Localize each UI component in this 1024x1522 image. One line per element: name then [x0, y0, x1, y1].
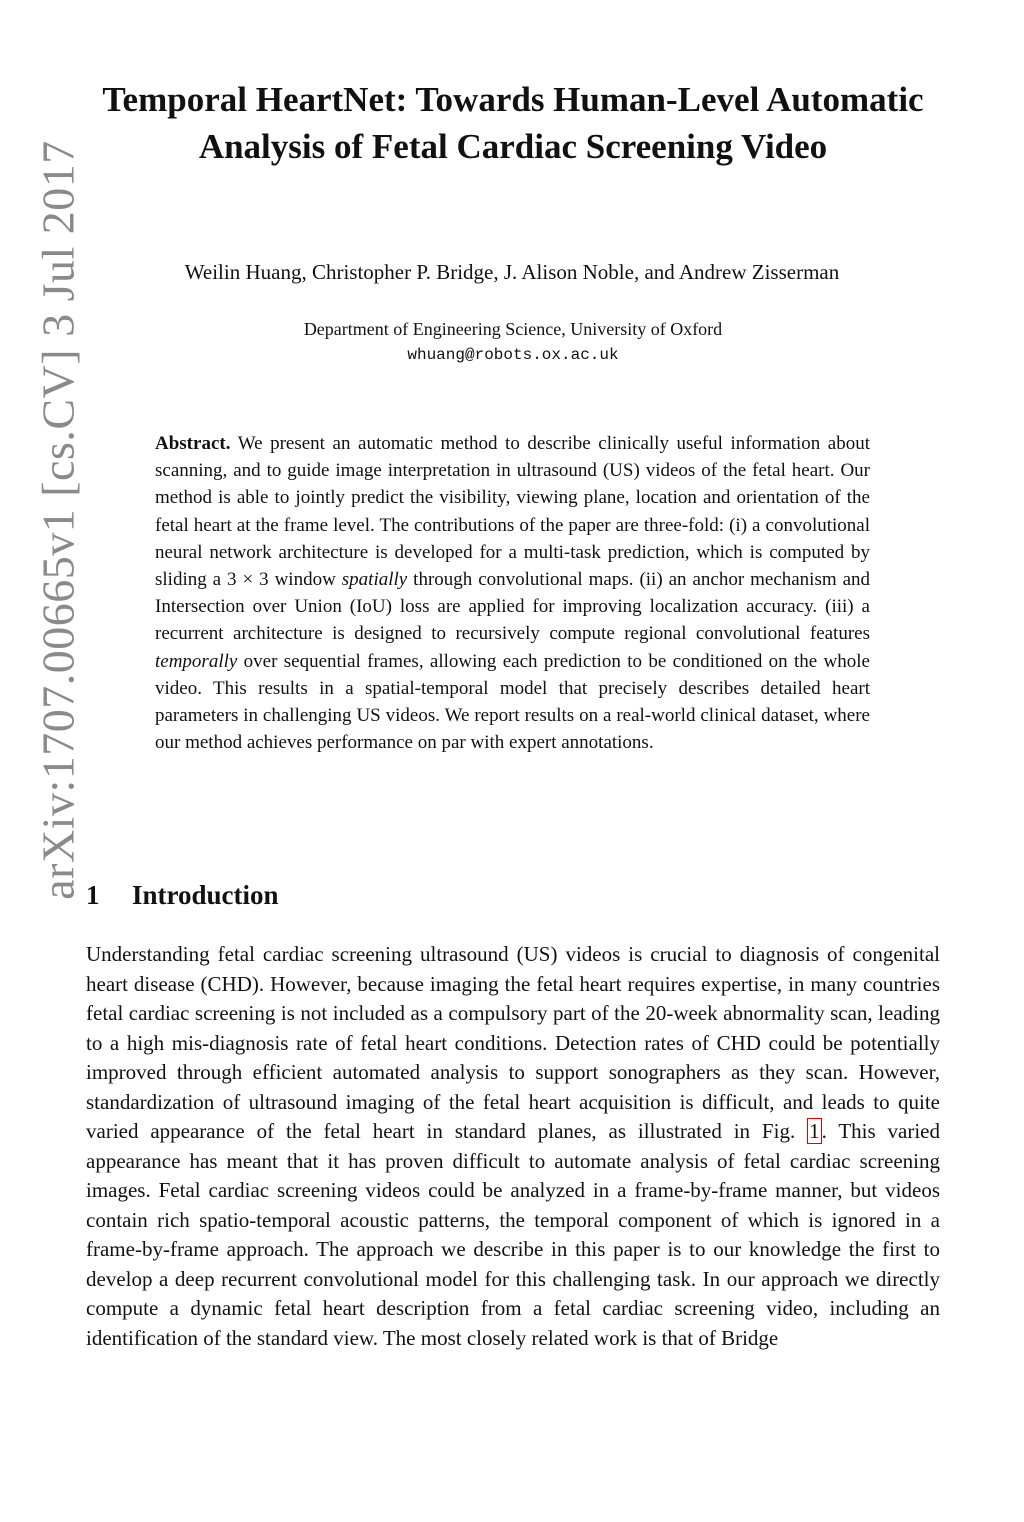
- abstract-emphasis-temporally: temporally: [155, 650, 238, 672]
- affiliation-block: [100, 316, 926, 368]
- paper-title: Temporal HeartNet: Towards Human-Level Automatic Analysis of Fetal Cardiac Screening Video: [102, 80, 924, 166]
- abstract-text-part-2: through convolutional maps. (ii) an anchor mechanism and Intersection over Union (IoU) loss are applied for improving localization accuracy. (iii) a recurrent architecture is designed to recursively compute regional convolutional features: [155, 569, 871, 645]
- abstract-emphasis-spatially: spatially: [341, 569, 408, 591]
- arxiv-identifier-stamp: arXiv:1707.00665v1 [cs.CV] 3 Jul 2017: [32, 140, 84, 900]
- intro-text-part-2: . This varied appearance has meant that it has proven difficult to automate analysis of fetal cardiac screening images. Fetal cardiac screening videos could be analyzed in a frame-by-frame manner, but videos contain rich spatio-temporal acoustic patterns, the temporal component of which is ignored in a frame-by-frame approach. The approach we describe in this paper is to our knowledge the first to develop a deep recurrent convolutional model for this challenging task. In our approach we directly compute a dynamic fetal heart description from a fetal cardiac screening video, including an identification of the standard view. The most closely related work is that of Bridge: [86, 1119, 940, 1350]
- abstract-text-part-3: over sequential frames, allowing each prediction to be conditioned on the whole video. This results in a spatial-temporal model that precisely describes detailed heart parameters in challenging US videos. We report results on a real-world clinical dataset, where our method achieves performance on par with expert annotations.: [155, 650, 870, 754]
- abstract: [155, 430, 870, 756]
- author-list: Weilin Huang, Christopher P. Bridge, J. Alison Noble, and Andrew Zisserman: [184, 260, 840, 284]
- abstract-label: Abstract.: [155, 433, 231, 454]
- affiliation: Department of Engineering Science, University of Oxford: [303, 319, 723, 339]
- abstract-text-part-1: We present an automatic method to describe clinically useful information about scanning, and to guide image interpretation in ultrasound (US) videos of the fetal heart. Our method is able to jointly predict the visibility, viewing plane, location and orientation of the fetal heart at the frame level. The contributions of the paper are three-fold: (i) a convolutional neural network architecture is developed for a multi-task prediction, which is computed by sliding a 3 × 3 window: [155, 433, 870, 591]
- figure-reference-link[interactable]: 1: [809, 1119, 820, 1143]
- introduction-paragraph: [86, 940, 940, 1353]
- intro-text-part-1: Understanding fetal cardiac screening ultrasound (US) videos is crucial to diagnosis of congenital heart disease (CHD). However, because imaging the fetal heart requires expertise, in many countries fetal cardiac screening is not included as a compulsory part of the 20-week abnormality scan, leading to a high mis-diagnosis rate of fetal heart conditions. Detection rates of CHD could be potentially improved through efficient automated analysis to support sonographers as they scan. However, standardization of ultrasound imaging of the fetal heart acquisition is difficult, and leads to quite varied appearance of the fetal heart in standard planes, as illustrated in Fig.: [86, 942, 940, 1143]
- section-number: 1: [86, 880, 100, 910]
- section-heading: [86, 880, 279, 911]
- section-title: Introduction: [132, 880, 279, 910]
- author-email[interactable]: whuang@robots.ox.ac.uk: [407, 346, 619, 364]
